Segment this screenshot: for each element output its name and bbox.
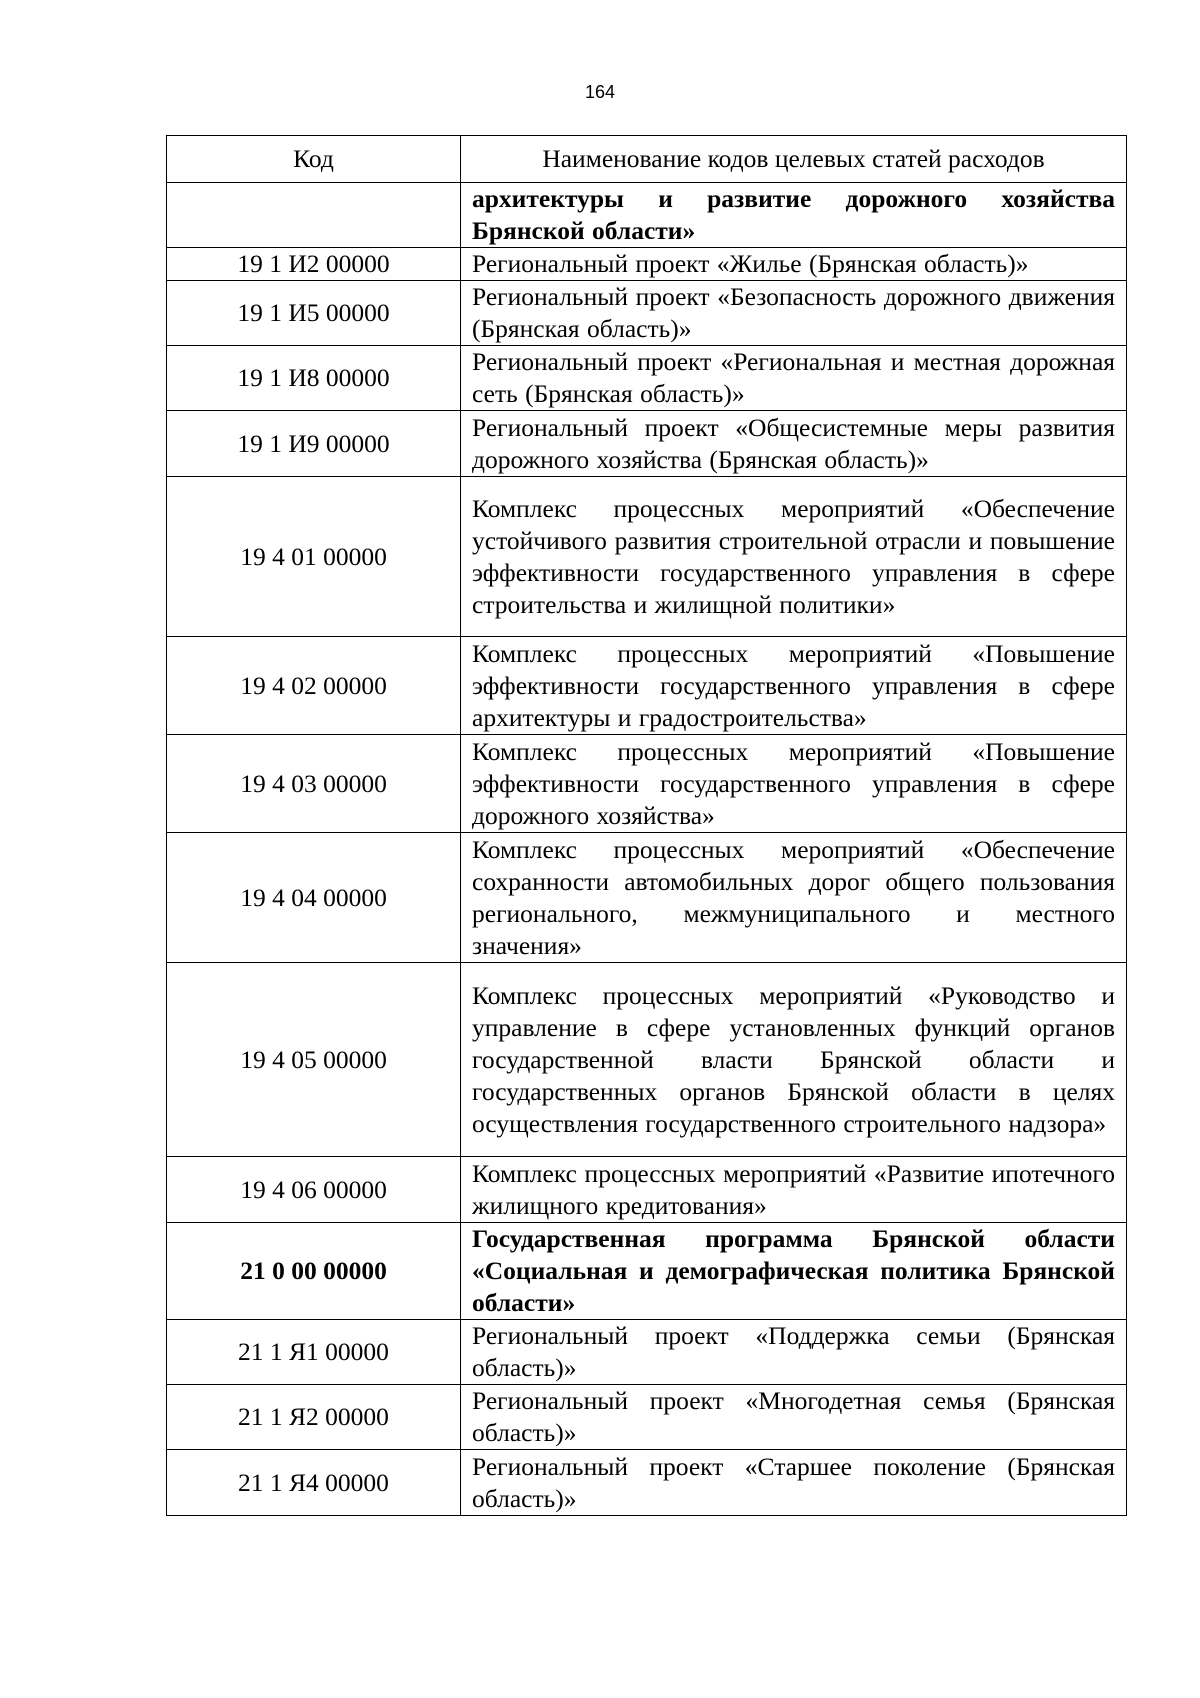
- table-row: [167, 1157, 1127, 1223]
- row-name: Государственная программа Брянской области «Социальная и демографическая политика Брянской области»: [461, 1223, 1127, 1320]
- table-row: [167, 183, 1127, 248]
- row-code: 19 1 И5 00000: [167, 281, 461, 346]
- row-name: Комплекс процессных мероприятий «Повышение эффективности государственного управления в сфере дорожного хозяйства»: [461, 735, 1127, 833]
- table-row: [167, 1320, 1127, 1385]
- row-code: 19 4 01 00000: [167, 477, 461, 637]
- row-code: 19 1 И2 00000: [167, 248, 461, 281]
- table-row: [167, 963, 1127, 1157]
- table-row: [167, 1385, 1127, 1450]
- row-name: Комплекс процессных мероприятий «Руководство и управление в сфере установленных функций органов государственной власти Брянской области и государственных органов Брянской области в целях осуществления государственного строительного надзора»: [461, 963, 1127, 1157]
- row-name: Комплекс процессных мероприятий «Обеспечение устойчивого развития строительной отрасли и повышение эффективности государственного управления в сфере строительства и жилищной политики»: [461, 477, 1127, 637]
- row-code: 21 1 Я2 00000: [167, 1385, 461, 1450]
- table-row: [167, 477, 1127, 637]
- row-name: Комплекс процессных мероприятий «Повышение эффективности государственного управления в сфере архитектуры и градостроительства»: [461, 637, 1127, 735]
- row-code: 19 4 04 00000: [167, 833, 461, 963]
- row-code: 19 4 03 00000: [167, 735, 461, 833]
- row-name: Региональный проект «Безопасность дорожного движения (Брянская область)»: [461, 281, 1127, 346]
- table-row: [167, 637, 1127, 735]
- row-name: Региональный проект «Жилье (Брянская область)»: [461, 248, 1127, 281]
- row-name: Региональный проект «Поддержка семьи (Брянская область)»: [461, 1320, 1127, 1385]
- page-number: 164: [584, 82, 616, 102]
- table-row: [167, 735, 1127, 833]
- row-code: 21 1 Я4 00000: [167, 1450, 461, 1516]
- row-code: 21 0 00 00000: [167, 1223, 461, 1320]
- table-header-row: [167, 136, 1127, 183]
- row-code: 21 1 Я1 00000: [167, 1320, 461, 1385]
- row-code: 19 1 И8 00000: [167, 346, 461, 411]
- row-code: 19 4 02 00000: [167, 637, 461, 735]
- table-row: [167, 346, 1127, 411]
- row-name: Региональный проект «Общесистемные меры развития дорожного хозяйства (Брянская область)»: [461, 411, 1127, 477]
- table-row: [167, 1450, 1127, 1516]
- row-name: архитектуры и развитие дорожного хозяйства Брянской области»: [461, 183, 1127, 248]
- row-code: 19 1 И9 00000: [167, 411, 461, 477]
- row-name: Региональный проект «Многодетная семья (Брянская область)»: [461, 1385, 1127, 1450]
- table-row: [167, 248, 1127, 281]
- table-row: [167, 411, 1127, 477]
- row-name: Региональный проект «Старшее поколение (Брянская область)»: [461, 1450, 1127, 1516]
- row-code: [167, 183, 461, 248]
- table-row: [167, 833, 1127, 963]
- header-code: Код: [167, 136, 461, 183]
- row-name: Комплекс процессных мероприятий «Развитие ипотечного жилищного кредитования»: [461, 1157, 1127, 1223]
- table-row: [167, 281, 1127, 346]
- target-articles-table: [166, 135, 1127, 1516]
- row-name: Региональный проект «Региональная и местная дорожная сеть (Брянская область)»: [461, 346, 1127, 411]
- row-name: Комплекс процессных мероприятий «Обеспечение сохранности автомобильных дорог общего пользования регионального, межмуниципального и местного значения»: [461, 833, 1127, 963]
- header-name: Наименование кодов целевых статей расходов: [461, 136, 1127, 183]
- row-code: 19 4 06 00000: [167, 1157, 461, 1223]
- row-code: 19 4 05 00000: [167, 963, 461, 1157]
- table-row: [167, 1223, 1127, 1320]
